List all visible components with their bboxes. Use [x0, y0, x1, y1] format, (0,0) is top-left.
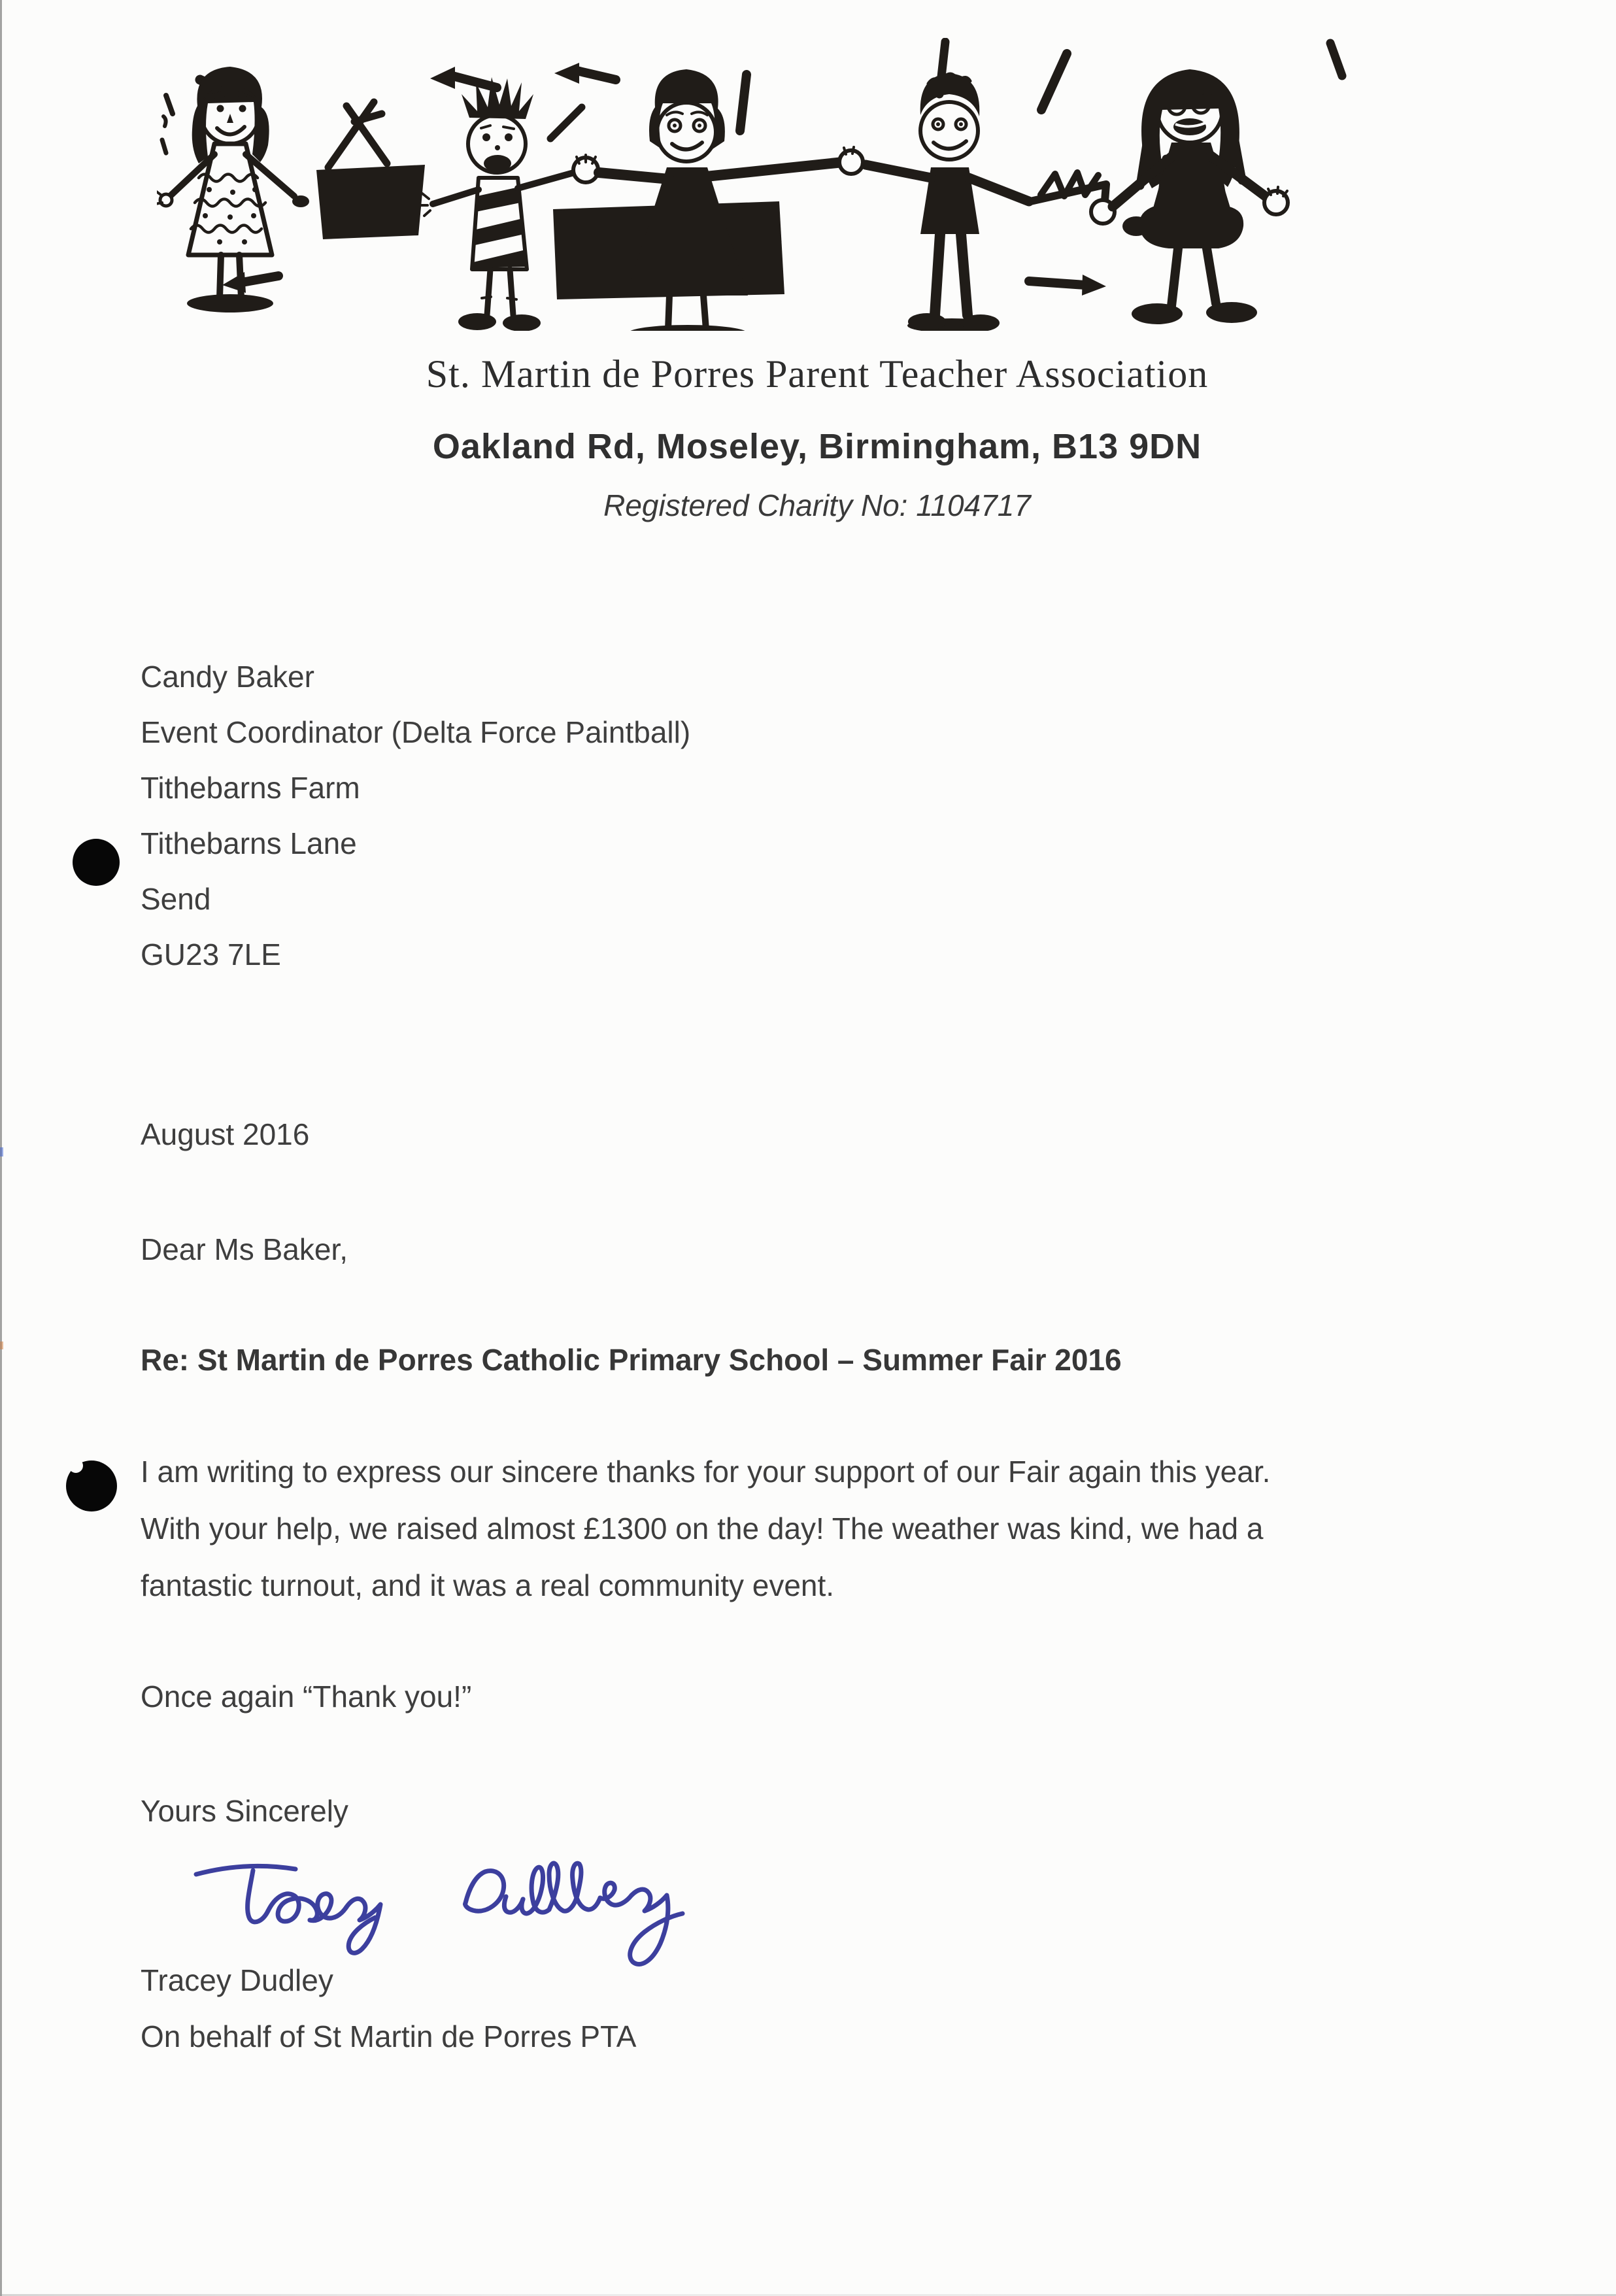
drawn-joined-hands-scribble [1030, 173, 1115, 224]
children-drawing-illustration [157, 38, 1347, 331]
scan-color-speck [0, 1342, 3, 1349]
scan-color-speck [0, 1147, 3, 1156]
body-paragraph [141, 1454, 1270, 1625]
drawn-gift-bag [316, 102, 425, 239]
body-text-line: With your help, we raised almost £1300 on the day! The weather was kind, we had a [141, 1511, 1264, 1545]
organization-name: St. Martin de Porres Parent Teacher Association [426, 352, 1209, 396]
recipient-role: Event Coordinator (Delta Force Paintball) [141, 715, 691, 749]
drawn-boy-dark-clothes [866, 73, 1029, 331]
recipient-address-line: Tithebarns Farm [141, 771, 360, 805]
charity-number-line: Registered Charity No: 1104717 [603, 488, 1031, 522]
drawn-girl-zigzag-dress [157, 67, 309, 312]
body-text-line: I am writing to express our sincere thanks for your support of our Fair again this year. [141, 1455, 1271, 1489]
on-behalf-line: On behalf of St Martin de Porres PTA [141, 2019, 637, 2053]
organization-address: Oakland Rd, Moseley, Birmingham, B13 9DN [432, 427, 1202, 466]
body-text-line: fantastic turnout, and it was a real community event. [141, 1568, 835, 1602]
subject-line: Re: St Martin de Porres Catholic Primary School – Summer Fair 2016 [141, 1343, 1122, 1377]
salutation: Dear Ms Baker, [141, 1232, 348, 1266]
sender-name: Tracey Dudley [141, 1963, 333, 1997]
drawn-girl-glasses [1113, 69, 1288, 324]
signature-ink-strokes [196, 1863, 682, 1964]
recipient-postcode: GU23 7LE [141, 937, 281, 971]
date-line: August 2016 [141, 1117, 310, 1151]
handwritten-signature [184, 1840, 740, 1981]
hole-punch-mark [73, 839, 120, 886]
drawn-boy-striped-shirt [420, 77, 574, 331]
thank-you-line: Once again “Thank you!” [141, 1680, 472, 1714]
recipient-address-line: Tithebarns Lane [141, 826, 357, 860]
hole-punch-mark [66, 1460, 117, 1511]
recipient-address-block [141, 659, 690, 992]
recipient-name: Candy Baker [141, 660, 314, 694]
closing-line: Yours Sincerely [141, 1794, 348, 1828]
recipient-address-line: Send [141, 882, 211, 916]
hole-punch-notch [69, 1459, 83, 1473]
